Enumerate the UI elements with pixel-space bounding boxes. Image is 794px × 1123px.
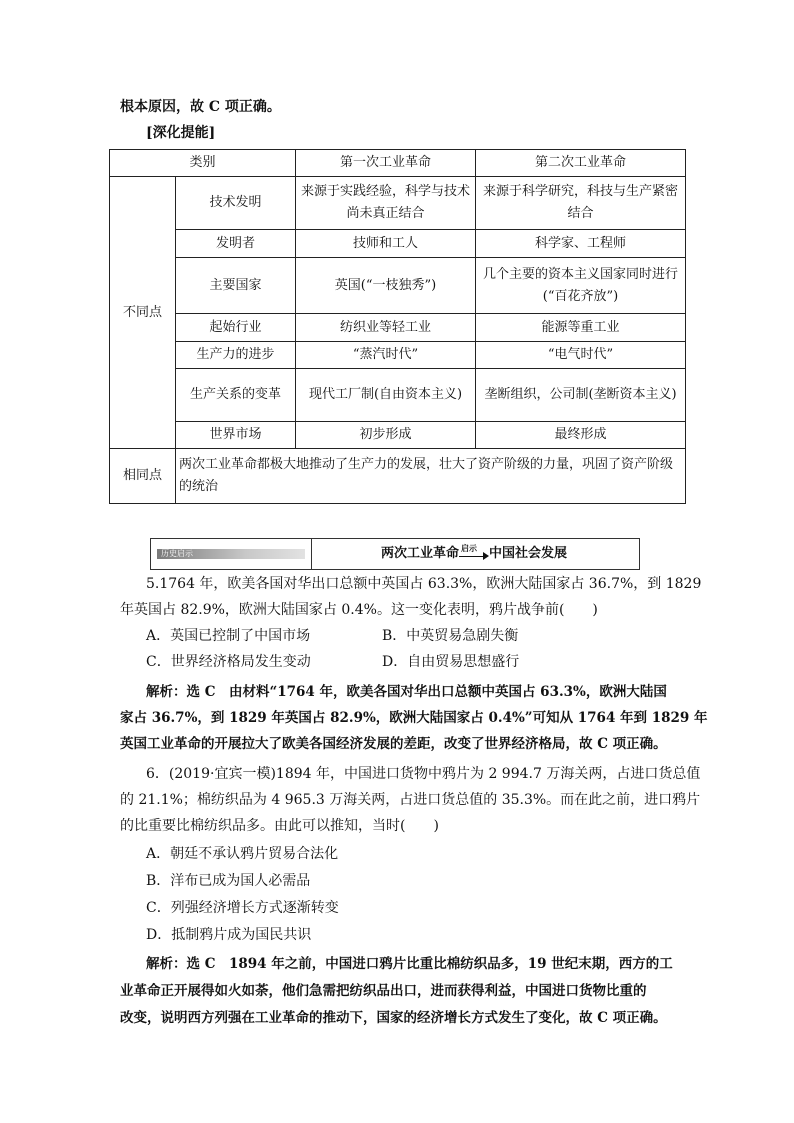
- header-category: 类别: [110, 150, 296, 177]
- arrow-label: 启示: [461, 542, 478, 553]
- comparison-table: [109, 149, 686, 504]
- row-item: 起始行业: [176, 314, 296, 342]
- section-banner: [150, 538, 640, 570]
- q5-stem-line1: 5.1764 年，欧美各国对华出口总额中英国占 63.3%，欧洲大陆国家占 36.7%，到 1829: [146, 576, 702, 592]
- q5-explanation-line1: 解析：选 C 由材料“1764 年，欧美各国对华出口总额中英国占 63.3%，欧洲大陆国: [146, 684, 667, 700]
- table-header-row: [110, 150, 686, 177]
- table-row-same: [110, 449, 686, 504]
- q6-stem-line3: 的比重要比棉纺织品多。由此可以推知，当时( ): [120, 818, 439, 834]
- q5-explanation-line2: 家占 36.7%，到 1829 年英国占 82.9%，欧洲大陆国家占 0.4%”可知从 1764 年到 1829 年: [120, 710, 708, 726]
- banner-left-text: 两次工业革命: [381, 546, 460, 561]
- q6-stem-line2: 的 21.1%；棉纺织品为 4 965.3 万海关两，占进口货总值的 35.3%。而在此之前，进口鸦片: [120, 792, 701, 808]
- header-first-revolution: 第一次工业革命: [296, 150, 476, 177]
- row-first: 现代工厂制(自由资本主义): [296, 369, 476, 422]
- row-item: 技术发明: [176, 177, 296, 230]
- arrow-right-icon: [459, 542, 489, 561]
- group-same-label: 相同点: [110, 449, 176, 504]
- table-row: [110, 258, 686, 314]
- row-first: 初步形成: [296, 422, 476, 449]
- row-second: 来源于科学研究，科技与生产紧密结合: [476, 177, 686, 230]
- q6-option-a: A．朝廷不承认鸦片贸易合法化: [146, 846, 339, 862]
- table-row: [110, 422, 686, 449]
- table-row: [110, 369, 686, 422]
- table-row: [110, 177, 686, 230]
- row-first: “蒸汽时代”: [296, 342, 476, 369]
- q5-option-d: D．自由贸易思想盛行: [382, 654, 520, 670]
- row-second: 科学家、工程师: [476, 230, 686, 258]
- row-item: 世界市场: [176, 422, 296, 449]
- banner-title: [381, 544, 567, 564]
- q6-explanation-line1: 解析：选 C 1894 年之前，中国进口鸦片比重比棉纺织品多，19 世纪末期，西方的工: [146, 956, 673, 972]
- q6-explanation-line2: 业革命正开展得如火如荼，他们急需把纺织品出口，进而获得利益，中国进口货物比重的: [120, 983, 647, 999]
- q6-stem-line1: 6．(2019·宜宾一模)1894 年，中国进口货物中鸦片为 2 994.7 万海关两，占进口货总值: [146, 766, 701, 782]
- q5-explanation-line3: 英国工业革命的开展拉大了欧美各国经济发展的差距，改变了世界经济格局，故 C 项正确。: [120, 736, 667, 752]
- table-row: [110, 314, 686, 342]
- row-second: 垄断组织，公司制(垄断资本主义): [476, 369, 686, 422]
- table-row: [110, 342, 686, 369]
- row-item: 生产力的进步: [176, 342, 296, 369]
- group-diff-label: 不同点: [110, 177, 176, 449]
- row-item: 生产关系的变革: [176, 369, 296, 422]
- same-text: 两次工业革命都极大地推动了生产力的发展，壮大了资产阶级的力量，巩固了资产阶级的统治: [176, 449, 686, 504]
- row-second: 几个主要的资本主义国家同时进行(“百花齐放”): [476, 258, 686, 314]
- q5-option-a: A．英国已控制了中国市场: [146, 628, 311, 644]
- row-second: 能源等重工业: [476, 314, 686, 342]
- q6-option-c: C．列强经济增长方式逐渐转变: [146, 900, 339, 916]
- row-first: 英国(“一枝独秀”): [296, 258, 476, 314]
- row-item: 发明者: [176, 230, 296, 258]
- banner-right-text: 中国社会发展: [489, 546, 568, 561]
- q5-stem-line2: 年英国占 82.9%，欧洲大陆国家占 0.4%。这一变化表明，鸦片战争前( ): [120, 602, 598, 618]
- header-second-revolution: 第二次工业革命: [476, 150, 686, 177]
- intro-line: 根本原因，故 C 项正确。: [120, 99, 281, 115]
- row-second: “电气时代”: [476, 342, 686, 369]
- q6-option-d: D．抵制鸦片成为国民共识: [146, 927, 312, 943]
- banner-tag: 历史启示: [161, 549, 193, 558]
- row-first: 技师和工人: [296, 230, 476, 258]
- row-second: 最终形成: [476, 422, 686, 449]
- q6-option-b: B．洋布已成为国人必需品: [146, 873, 311, 889]
- deepen-heading: [深化提能]: [146, 125, 216, 141]
- q5-option-b: B．中英贸易急剧失衡: [382, 628, 519, 644]
- banner-tag-box: [151, 539, 312, 569]
- q5-option-c: C．世界经济格局发生变动: [146, 654, 311, 670]
- row-item: 主要国家: [176, 258, 296, 314]
- row-first: 纺织业等轻工业: [296, 314, 476, 342]
- table-row: [110, 230, 686, 258]
- q6-explanation-line3: 改变，说明西方列强在工业革命的推动下，国家的经济增长方式发生了变化，故 C 项正确。: [120, 1010, 667, 1026]
- row-first: 来源于实践经验，科学与技术尚未真正结合: [296, 177, 476, 230]
